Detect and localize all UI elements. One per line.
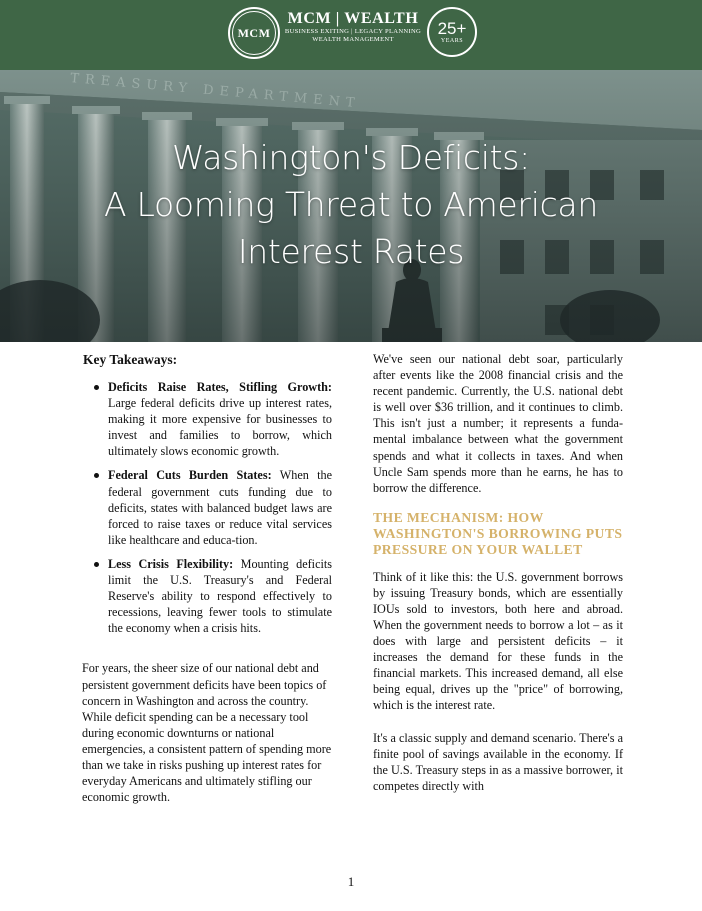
takeaway-title: Less Crisis Flexibility: bbox=[108, 556, 234, 571]
takeaway-item bbox=[92, 467, 332, 547]
takeaway-text: Large federal deficits drive up interest rates, making it more expensive for businesses to invest and families to borrow, which ultimately slows economic growth. bbox=[108, 396, 332, 459]
takeaway-item bbox=[92, 556, 332, 636]
mcm-logo-text: MCM bbox=[232, 11, 276, 55]
brand-block bbox=[284, 10, 422, 44]
key-takeaways-heading: Key Takeaways: bbox=[83, 352, 178, 367]
page-number: 1 bbox=[347, 874, 355, 889]
takeaways-list bbox=[92, 379, 332, 636]
hero-image bbox=[0, 70, 702, 342]
intro-paragraph: For years, the sheer size of our national debt and persistent government deficits have been topics of concern in Washington and across the country. While deficit spending can be a necessary tool during economic downturns or national emergencies, a consistent pattern of spending more than we take in risks pushing up interest rates for everyday Americans and ultimately stifling our economic growth. bbox=[82, 661, 332, 805]
takeaway-title: Deficits Raise Rates, Stifling Growth: bbox=[108, 380, 332, 394]
hero-title-line-1: Washington's Deficits: bbox=[172, 138, 530, 177]
mcm-logo bbox=[228, 7, 280, 59]
header-bar bbox=[0, 0, 702, 70]
brand-name: MCM | WEALTH bbox=[287, 10, 419, 27]
brand-tagline-1: BUSINESS EXITING | LEGACY PLANNING bbox=[284, 28, 422, 35]
section-heading: THE MECHANISM: HOW WASHINGTON'S BORROWING PUTS PRESSURE ON YOUR WALLET bbox=[373, 509, 623, 558]
takeaway-text: When the federal government cuts funding due to deficits, states with balanced budget laws are forced to raise taxes or reduce vital services like healthcare and educa-tion. bbox=[108, 468, 332, 547]
hero-title-line-2: A Looming Threat to American bbox=[104, 185, 598, 224]
takeaway-text: Mounting deficits limit the U.S. Treasury's and Federal Reserve's ability to respond effectively to recessions, leaving fewer tools to stimulate the economy when a crisis hits. bbox=[108, 556, 332, 636]
supply-demand-paragraph: It's a classic supply and demand scenario. There's a finite pool of savings available in the economy. If the U.S. Treasury steps in as a massive borrower, it competes directly with bbox=[373, 730, 623, 793]
mechanism-paragraph: Think of it like this: the U.S. government borrows by issuing Treasury bonds, which are essentially IOUs sold to investors, both here and abroad. When the government needs to borrow a lot – as it does with large and persistent deficits – it increases the demand for these funds in the financial markets. This increased demand, all else being equal, drives up the "price" of borrowing, which is the interest rate. bbox=[373, 569, 623, 713]
takeaway-item bbox=[92, 379, 332, 459]
brand-tagline-2: WEALTH MANAGEMENT bbox=[312, 36, 394, 43]
hero-title bbox=[0, 134, 702, 275]
badge-number: 25+ bbox=[437, 18, 467, 38]
hero-title-line-3: Interest Rates bbox=[237, 232, 465, 271]
years-badge bbox=[427, 7, 477, 57]
left-column bbox=[82, 351, 332, 805]
badge-label: YEARS bbox=[440, 37, 464, 44]
debt-paragraph: We've seen our national debt soar, particularly after events like the 2008 financial crisis and the recent pandemic. Currently, the U.S. national debt is well over $36 trillion, and it continues to climb. This isn't just a number; it represents a funda-mental imbalance between what the government spends and what it collects in taxes. And when Uncle Sam spends more than he earns, he has to borrow the difference. bbox=[373, 352, 623, 495]
right-column bbox=[373, 351, 623, 794]
takeaway-title: Federal Cuts Burden States: bbox=[108, 468, 272, 483]
